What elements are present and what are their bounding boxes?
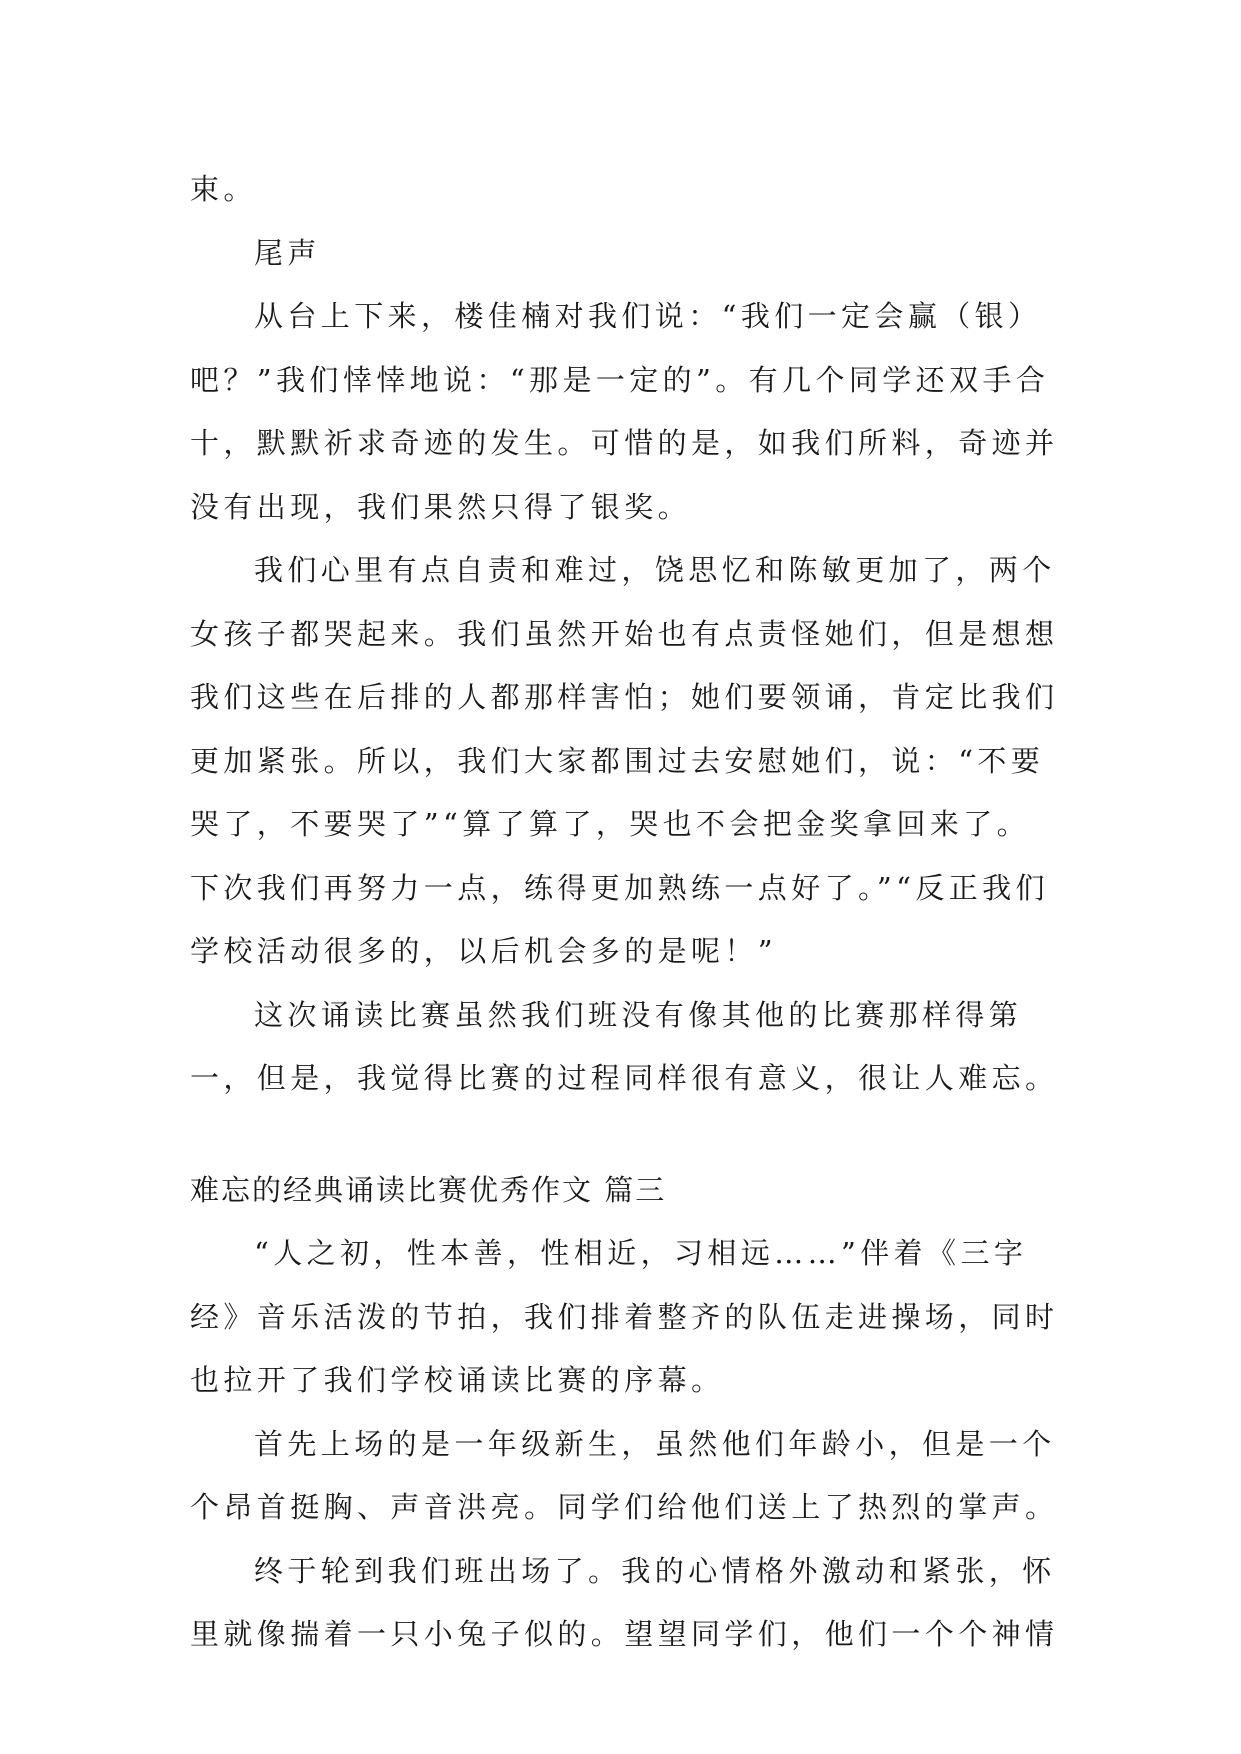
text-line: 学校活动很多的，以后机会多的是呢！” xyxy=(190,934,778,968)
text-line: “人之初，性本善，性相近，习相远……”伴着《三字 xyxy=(254,1236,1028,1270)
text-line: 束。 xyxy=(190,172,257,206)
text-line: 也拉开了我们学校诵读比赛的序幕。 xyxy=(190,1363,725,1397)
text-line: 里就像揣着一只小兔子似的。望望同学们，他们一个个神情 xyxy=(190,1617,1059,1651)
text-line: 个昂首挺胸、声音洪亮。同学们给他们送上了热烈的掌声。 xyxy=(190,1490,1059,1524)
text-line: 首先上场的是一年级新生，虽然他们年龄小，但是一个 xyxy=(254,1426,1056,1461)
text-line: 女孩子都哭起来。我们虽然开始也有点责怪她们，但是想想 xyxy=(190,616,1059,651)
text-line: 没有出现，我们果然只得了银奖。 xyxy=(190,489,692,524)
text-line: 我们心里有点自责和难过，饶思忆和陈敏更加了，两个 xyxy=(254,553,1056,587)
text-line: 这次诵读比赛虽然我们班没有像其他的比赛那样得第 xyxy=(254,997,1023,1032)
text-line: 从台上下来，楼佳楠对我们说：“我们一定会赢（银） xyxy=(254,299,1042,333)
text-line: 经》音乐活泼的节拍，我们排着整齐的队伍走进操场，同时 xyxy=(190,1299,1059,1334)
document-body xyxy=(190,158,1070,1667)
subheading-epilogue: 尾声 xyxy=(254,235,321,270)
text-line: 终于轮到我们班出场了。我的心情格外激动和紧张，怀 xyxy=(254,1553,1056,1588)
section-title: 难忘的经典诵读比赛优秀作文 篇三 xyxy=(190,1172,667,1207)
text-line: 我们这些在后排的人都那样害怕；她们要领诵，肯定比我们 xyxy=(190,680,1059,714)
section-spacer xyxy=(190,1111,1070,1159)
text-line: 吧？”我们悻悻地说：“那是一定的”。有几个同学还双手合 xyxy=(190,362,1050,397)
text-line: 更加紧张。所以，我们大家都围过去安慰她们，说：“不要 xyxy=(190,743,1045,778)
text-line: 一，但是，我觉得比赛的过程同样很有意义，很让人难忘。 xyxy=(190,1061,1059,1095)
text-line: 十，默默祈求奇迹的发生。可惜的是，如我们所料，奇迹并 xyxy=(190,426,1059,460)
text-line: 哭了，不要哭了”“算了算了，哭也不会把金奖拿回来了。 xyxy=(190,807,1031,841)
text-line: 下次我们再努力一点，练得更加熟练一点好了。”“反正我们 xyxy=(190,870,1049,905)
